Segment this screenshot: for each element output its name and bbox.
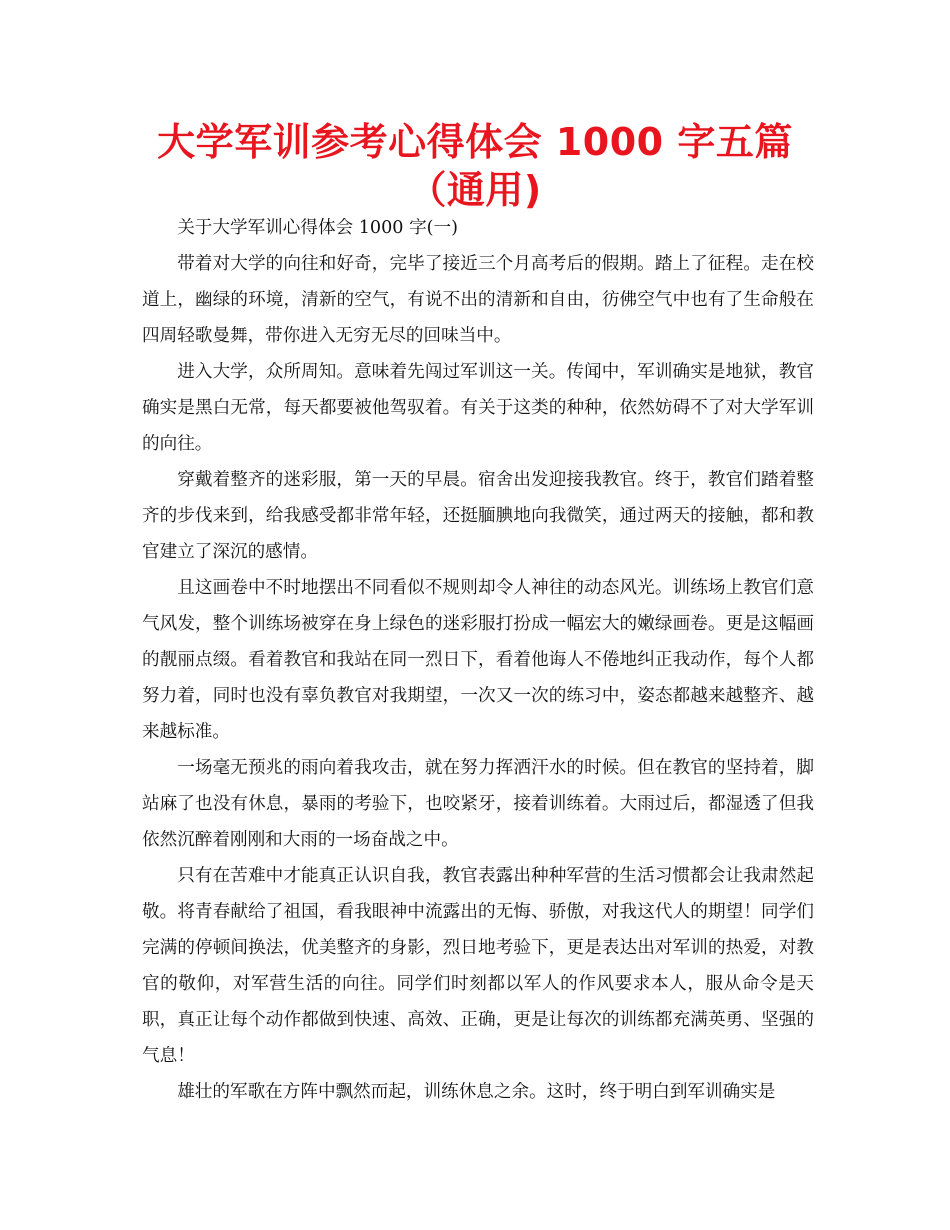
paragraph: 进入大学，众所周知。意味着先闯过军训这一关。传闻中，军训确实是地狱，教官确实是黑白无常，每天都要被他驾驭着。有关于这类的种种，依然妨碍不了对大学军训的向往。 [142,362,814,454]
document-body [142,210,814,1110]
paragraph: 雄壮的军歌在方阵中飘然而起，训练休息之余。这时，终于明白到军训确实是 [177,1082,776,1102]
paragraph: 穿戴着整齐的迷彩服，第一天的早晨。宿舍出发迎接我教官。终于，教官们踏着整齐的步伐来到，给我感受都非常年轻，还挺腼腆地向我微笑，通过两天的接触，都和教官建立了深沉的感情。 [142,470,814,562]
section-heading: 关于大学军训心得体会 1000 字(一) [177,218,459,238]
paragraph: 只有在苦难中才能真正认识自我，教官表露出种种军营的生活习惯都会让我肃然起敬。将青春献给了祖国，看我眼神中流露出的无悔、骄傲，对我这代人的期望！同学们完满的停顿间换法，优美整齐的身影，烈日地考验下，更是表达出对军训的热爱，对教官的敬仰，对军营生活的向往。同学们时刻都以军人的作风要求本人，服从命令是天职，真正让每个动作都做到快速、高效、正确，更是让每次的训练都充满英勇、坚强的气息！ [142,866,814,1066]
paragraph: 且这画卷中不时地摆出不同看似不规则却令人神往的动态风光。训练场上教官们意气风发，整个训练场被穿在身上绿色的迷彩服打扮成一幅宏大的嫩绿画卷。更是这幅画的靓丽点缀。看着教官和我站在同一烈日下，看着他诲人不倦地纠正我动作，每个人都努力着，同时也没有辜负教官对我期望，一次又一次的练习中，姿态都越来越整齐、越来越标准。 [142,578,814,742]
document-title: 大学军训参考心得体会 1000 字五篇（通用) [157,120,793,212]
paragraph: 一场毫无预兆的雨向着我攻击，就在努力挥洒汗水的时候。但在教官的坚持着，脚站麻了也没有休息，暴雨的考验下，也咬紧牙，接着训练着。大雨过后，都湿透了但我依然沉醉着刚刚和大雨的一场奋战之中。 [142,758,814,850]
paragraph: 带着对大学的向往和好奇，完毕了接近三个月高考后的假期。踏上了征程。走在校道上，幽绿的环境，清新的空气，有说不出的清新和自由，彷佛空气中也有了生命般在四周轻歌曼舞，带你进入无穷无尽的回味当中。 [142,254,814,346]
